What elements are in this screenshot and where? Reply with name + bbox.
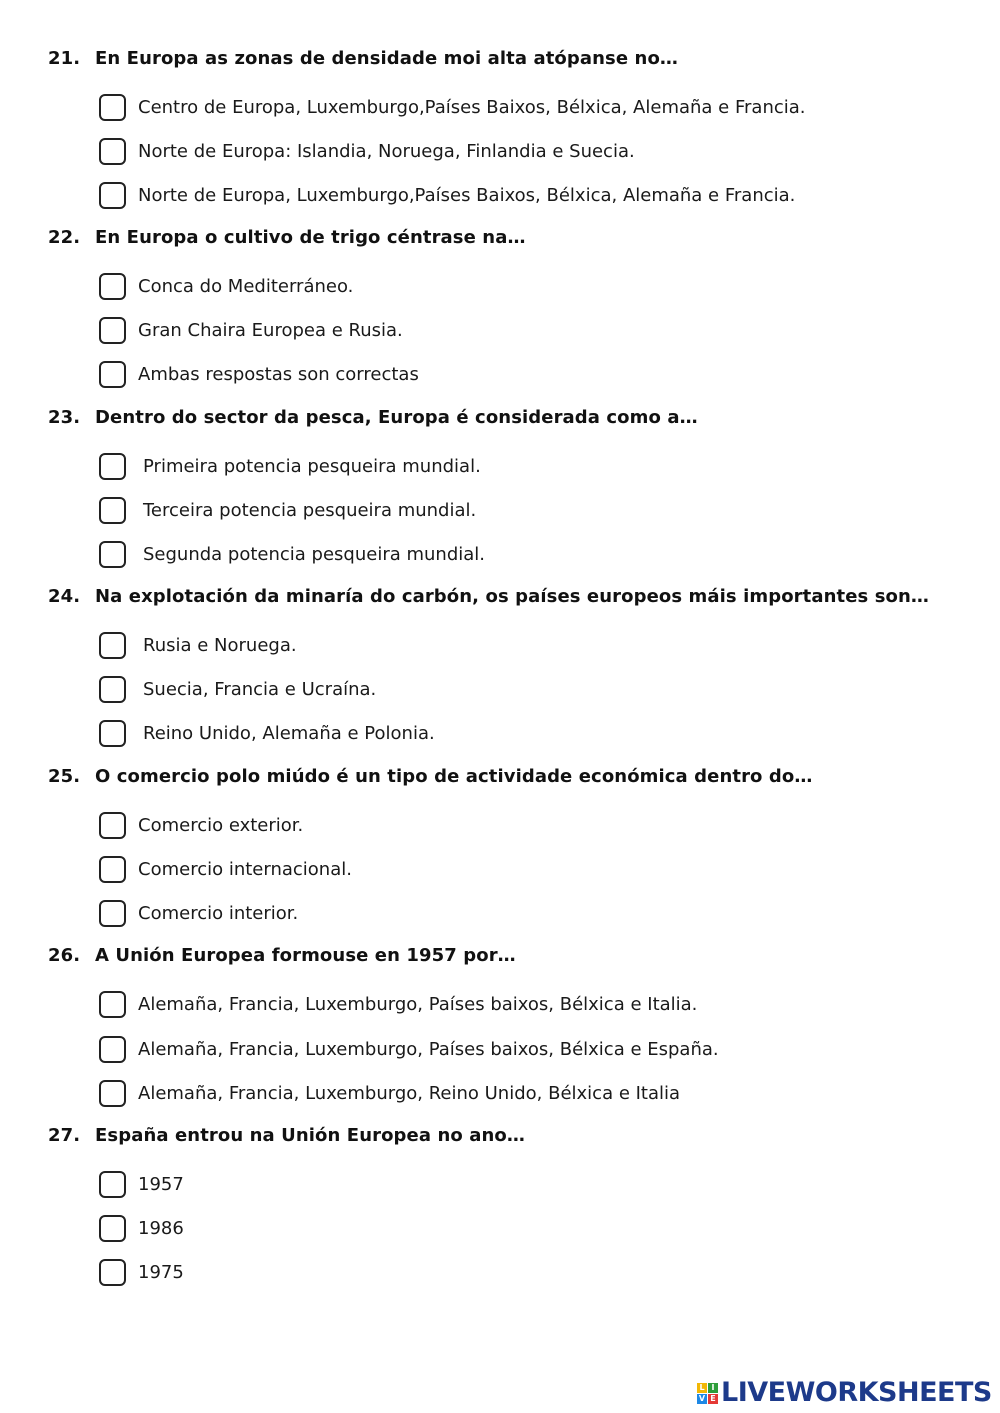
question-text: A Unión Europea formouse en 1957 por… xyxy=(95,945,516,966)
answer-label: 1957 xyxy=(138,1174,184,1195)
answer-option[interactable] xyxy=(99,495,959,527)
answer-option[interactable] xyxy=(99,1169,959,1201)
logo-tile: L xyxy=(697,1383,707,1393)
answer-label: Comercio interior. xyxy=(138,903,299,924)
answer-checkbox[interactable] xyxy=(99,1080,126,1107)
question-text: España entrou na Unión Europea no ano… xyxy=(95,1125,525,1146)
answer-option[interactable] xyxy=(99,92,959,124)
answer-option[interactable] xyxy=(99,271,959,303)
answer-label: Norte de Europa, Luxemburgo,Países Baixos, Bélxica, Alemaña e Francia. xyxy=(138,185,796,206)
question-title xyxy=(48,226,526,250)
answer-label: Alemaña, Francia, Luxemburgo, Países baixos, Bélxica e España. xyxy=(138,1039,719,1060)
answer-label: Suecia, Francia e Ucraína. xyxy=(143,679,377,700)
question-title xyxy=(48,765,812,789)
answer-checkbox[interactable] xyxy=(99,138,126,165)
answer-option[interactable] xyxy=(99,1078,959,1110)
answer-checkbox[interactable] xyxy=(99,900,126,927)
answer-label: Segunda potencia pesqueira mundial. xyxy=(143,544,486,565)
answer-checkbox[interactable] xyxy=(99,1259,126,1286)
logo-tile: E xyxy=(708,1394,718,1404)
answer-label: Alemaña, Francia, Luxemburgo, Reino Unido, Bélxica e Italia xyxy=(138,1083,681,1104)
question-number: 25. xyxy=(48,766,81,787)
logo-grid-icon xyxy=(697,1383,718,1404)
answer-option[interactable] xyxy=(99,136,959,168)
answer-option[interactable] xyxy=(99,1213,959,1245)
answer-label: Primeira potencia pesqueira mundial. xyxy=(143,456,481,477)
answer-label: Rusia e Noruega. xyxy=(143,635,297,656)
logo-tile: V xyxy=(698,1393,706,1403)
logo-text: LIVEWORKSHEETS xyxy=(721,1377,992,1408)
question-number: 26. xyxy=(48,945,81,966)
question-title xyxy=(48,944,516,968)
answer-option[interactable] xyxy=(99,630,959,662)
answer-label: 1975 xyxy=(138,1262,184,1283)
answer-label: Comercio internacional. xyxy=(138,859,352,880)
answer-option[interactable] xyxy=(99,1034,959,1066)
answer-option[interactable] xyxy=(99,315,959,347)
answer-checkbox[interactable] xyxy=(99,361,126,388)
answer-label: Conca do Mediterráneo. xyxy=(138,276,354,297)
answer-option[interactable] xyxy=(99,451,959,483)
question-number: 27. xyxy=(48,1125,81,1146)
answer-label: Comercio exterior. xyxy=(138,815,304,836)
answer-option[interactable] xyxy=(99,718,959,750)
answer-option[interactable] xyxy=(99,1257,959,1289)
answer-label: Ambas respostas son correctas xyxy=(138,364,419,385)
liveworksheets-logo xyxy=(697,1379,992,1407)
answer-checkbox[interactable] xyxy=(99,676,126,703)
answer-checkbox[interactable] xyxy=(99,856,126,883)
answer-option[interactable] xyxy=(99,854,959,886)
answer-checkbox[interactable] xyxy=(99,1036,126,1063)
answer-option[interactable] xyxy=(99,359,959,391)
answer-option[interactable] xyxy=(99,180,959,212)
answer-checkbox[interactable] xyxy=(99,991,126,1018)
question-number: 21. xyxy=(48,48,81,69)
question-title xyxy=(48,585,929,609)
answer-label: Reino Unido, Alemaña e Polonia. xyxy=(143,723,435,744)
question-number: 24. xyxy=(48,586,81,607)
question-text: O comercio polo miúdo é un tipo de actividade económica dentro do… xyxy=(95,766,813,787)
answer-checkbox[interactable] xyxy=(99,1171,126,1198)
answer-option[interactable] xyxy=(99,674,959,706)
question-text: En Europa o cultivo de trigo céntrase na… xyxy=(95,227,526,248)
answer-checkbox[interactable] xyxy=(99,182,126,209)
answer-checkbox[interactable] xyxy=(99,1215,126,1242)
question-number: 22. xyxy=(48,227,81,248)
answer-option[interactable] xyxy=(99,898,959,930)
question-text: Na explotación da minaría do carbón, os países europeos máis importantes son… xyxy=(95,586,929,607)
answer-label: Alemaña, Francia, Luxemburgo, Países baixos, Bélxica e Italia. xyxy=(138,994,698,1015)
answer-checkbox[interactable] xyxy=(99,812,126,839)
answer-label: Norte de Europa: Islandia, Noruega, Finlandia e Suecia. xyxy=(138,141,635,162)
question-text: En Europa as zonas de densidade moi alta atópanse no… xyxy=(95,48,679,69)
answer-checkbox[interactable] xyxy=(99,541,126,568)
answer-checkbox[interactable] xyxy=(99,720,126,747)
answer-checkbox[interactable] xyxy=(99,497,126,524)
answer-label: Terceira potencia pesqueira mundial. xyxy=(143,500,477,521)
answer-option[interactable] xyxy=(99,989,959,1021)
question-number: 23. xyxy=(48,407,81,428)
answer-label: Gran Chaira Europea e Rusia. xyxy=(138,320,403,341)
logo-tile: I xyxy=(708,1383,718,1393)
answer-option[interactable] xyxy=(99,539,959,571)
answer-label: 1986 xyxy=(138,1218,184,1239)
answer-checkbox[interactable] xyxy=(99,273,126,300)
question-title xyxy=(48,47,678,71)
question-text: Dentro do sector da pesca, Europa é considerada como a… xyxy=(95,407,698,428)
answer-checkbox[interactable] xyxy=(99,94,126,121)
answer-label: Centro de Europa, Luxemburgo,Países Baixos, Bélxica, Alemaña e Francia. xyxy=(138,97,806,118)
answer-option[interactable] xyxy=(99,810,959,842)
question-title xyxy=(48,1124,525,1148)
answer-checkbox[interactable] xyxy=(99,632,126,659)
answer-checkbox[interactable] xyxy=(99,317,126,344)
question-title xyxy=(48,406,698,430)
answer-checkbox[interactable] xyxy=(99,453,126,480)
